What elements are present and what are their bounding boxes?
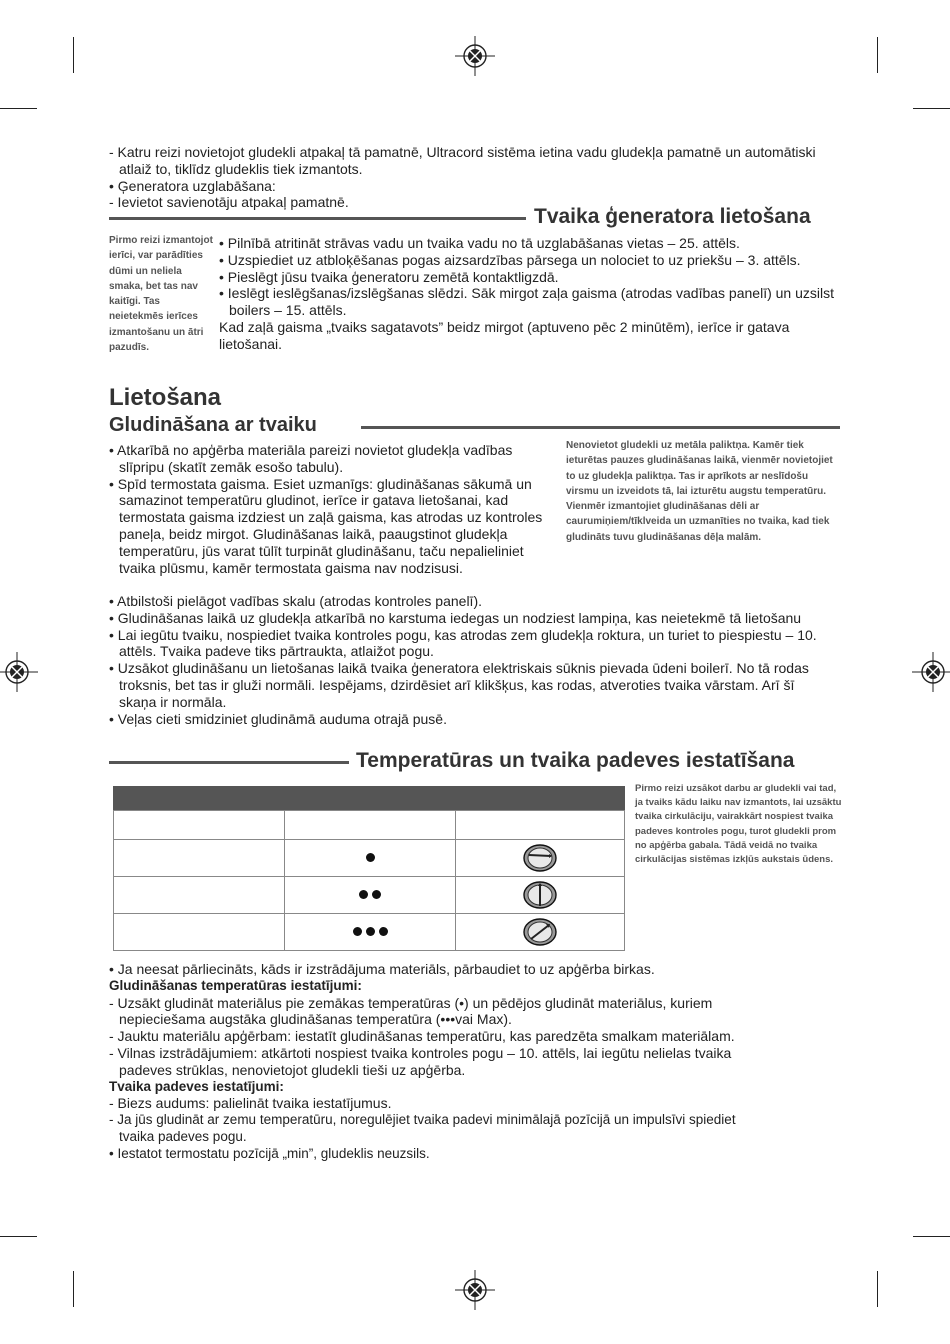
list-item: • Lai iegūtu tvaiku, nospiediet tvaika kontroles pogu, kas atrodas zem gludekļa roktura, un turiet to piespiestu – 10. attēls. Tvaika padeve tiks pārtraukta, atlaižot pogu. (109, 626, 817, 660)
section-rule (109, 217, 526, 220)
usage-list-wide (109, 593, 834, 727)
temperature-dot-icon (366, 853, 375, 862)
temperature-dot-icon (379, 927, 388, 936)
list-item: • Spīd termostata gaisma. Esiet uzmanīgs: gludināšanas sākumā un samazinot temperatūru gludinot, ierīce ir gatava lietošanai, kad termostata gaisma izdziest un zaļā gaisma, kas atrodas uz kontroles paneļa, beidz mirgot. Gludināšanas laikā, paaugstinot gludekļa temperatūru, jūs varat tūlīt turpināt gludināšanu, taču nepalieliniet tvaika plūsmu, kamēr termostata gaisma nav nodzisusi. (109, 475, 543, 576)
temperature-dot-icon (359, 890, 368, 899)
intro-line: • Ģeneratora uzglabāšana: (109, 177, 276, 194)
knob-low-icon (522, 843, 558, 873)
temperature-dot-icon (353, 927, 362, 936)
list-item: • Pieslēgt jūsu tvaika ģeneratoru zemētā kontaktligzdā. (219, 268, 559, 285)
table-row (114, 914, 625, 951)
settings-line: - Jauktu materiālu apģērbam: iestatīt gludināšanas temperatūru, kas paredzēta smalkam materiālam. (109, 1028, 735, 1045)
steam-use-closing: Kad zaļā gaisma „tvaiks sagatavots” beidz mirgot (aptuveno pēc 2 minūtēm), ierīce ir gatava lietošanai. (219, 318, 790, 352)
section-rule (109, 761, 349, 764)
section-heading-settings: Temperatūras un tvaika padeves iestatīšana (356, 749, 795, 772)
page-title: Lietošana (109, 384, 222, 411)
settings-text (109, 961, 749, 1163)
section-heading-steam-use: Tvaika ģeneratora lietošana (534, 205, 811, 228)
settings-line: • Ja neesat pārliecināts, kāds ir izstrādājuma materiāls, pārbaudiet to uz apģērba birkas. (109, 961, 655, 977)
list-item: • Ieslēgt ieslēgšanas/izslēgšanas slēdzi. Sāk mirgot zaļa gaisma (atrodas vadības panelī) un uzsilst boilers – 15. attēls. (219, 285, 834, 319)
table-row (114, 811, 625, 840)
registration-mark-icon (455, 36, 495, 76)
list-item: • Atkarībā no apģērba materiāla pareizi novietot gludekļa vadības slīpripu (skatīt zemāk esošo tabulu). (109, 442, 513, 475)
intro-block (109, 144, 829, 211)
intro-line: - Katru reizi novietojot gludekli atpakaļ tā pamatnē, Ultracord sistēma ietina vadu gludekļa pamatnē un automātiski atlaiž to, tiklīdz gludeklis tiek izmantots. (109, 144, 816, 177)
settings-line: - Ja jūs gludināt ar zemu temperatūru, noregulējiet tvaika padevi minimālajā pozīcijā un impulsīvi spiediet tvaika padeves pogu. (109, 1112, 736, 1144)
knob-mid-icon (522, 880, 558, 910)
side-note-iron-rest: Nenovietot gludekli uz metāla paliktņa. Kamēr tiek ieturētas pauzes gludināšanas laikā, vienmēr novietojiet to uz gludekļa paliktņa. Tas ir aprīkots ar neslīdošu virsmu un izveidots tā, lai izturētu augstu temperatūru. Vienmēr izmantojiet gludināšanas dēli ar caurumiņiem/tīklveida un uzmanīties no tvaika, kad tiek gludināts tuvu gludināšanas dēļa malām. (566, 440, 833, 543)
settings-table-header (113, 786, 625, 810)
registration-mark-icon (455, 1270, 495, 1310)
list-item: • Veļas cieti smidziniet gludināmā auduma otrajā pusē. (109, 710, 447, 727)
list-item: • Pilnībā atritināt strāvas vadu un tvaika vadu no tā uzglabāšanas vietas – 25. attēls. (219, 235, 740, 251)
side-note-first-use: Pirmo reizi izmantojot ierīci, var parādīties dūmi un neliela smaka, bet tas nav kaitīgi. Tas neietekmēs ierīces izmantošanu un ātri pazudīs. (109, 235, 213, 354)
usage-list-narrow (109, 442, 555, 576)
settings-table (113, 810, 625, 951)
intro-line: - Ievietot savienotāju atpakaļ pamatnē. (109, 194, 349, 211)
registration-mark-icon (0, 652, 38, 692)
section-rule (361, 426, 840, 429)
settings-line: - Vilnas izstrādājumiem: atkārtoti nospiest tvaika kontroles pogu – 10. attēls, lai iegūtu nelielas tvaika padeves strūklas, nenovietojot gludekli tieši uz apģērba. (109, 1044, 732, 1078)
settings-subheading: Gludināšanas temperatūras iestatījumi: (109, 977, 362, 993)
section-heading-steam-ironing: Gludināšana ar tvaiku (109, 414, 317, 436)
temperature-dot-icon (366, 927, 375, 936)
settings-line: - Biezs audums: palielināt tvaika iestatījumus. (109, 1095, 392, 1112)
steam-use-list (219, 235, 839, 353)
registration-mark-icon (912, 652, 950, 692)
list-item: • Uzspiediet uz atbloķēšanas pogas aizsardzības pārsega un nolociet to uz priekšu – 3. attēls. (219, 251, 801, 268)
temperature-dot-icon (372, 890, 381, 899)
table-row (114, 877, 625, 914)
settings-line: - Uzsākt gludināt materiālus pie zemākas temperatūras (•) un pēdējos gludināt materiālus, kuriem nepieciešama augstāka gludināšanas temperatūra (•••vai Max). (109, 994, 713, 1028)
knob-high-icon (522, 917, 558, 947)
list-item: • Atbilstoši pielāgot vadības skalu (atrodas kontroles panelī). (109, 593, 482, 609)
settings-subheading: Tvaika padeves iestatījumi: (109, 1078, 284, 1094)
list-item: • Gludināšanas laikā uz gludekļa atkarībā no karstuma iedegas un nodziest lampiņa, kas neietekmē tā lietošanu (109, 609, 802, 626)
side-note-steam-circulation: Pirmo reizi uzsākot darbu ar gludekli vai tad, ja tvaiks kādu laiku nav izmantots, lai uzsāktu tvaika cirkulāciju, vairakkārt nospiest tvaika padeves kontroles pogu, turot gludekli prom no apģērba gabala. Tādā veidā no tvaika cirkulācijas sistēmas izkļūs aukstais ūdens. (635, 783, 842, 866)
list-item: • Uzsākot gludināšanu un lietošanas laikā tvaika ģeneratora elektriskais sūknis pievada ūdeni boilerī. No tā rodas troksnis, bet tas ir gluži normāli. Iespējams, dzirdēsiet arī klikšķus, kas rodas, atveroties tvaika vārstam. Arī šī skaņa ir normāla. (109, 660, 809, 710)
table-row (114, 840, 625, 877)
settings-line: • Iestatot termostatu pozīcijā „min”, gludeklis neuzsils. (109, 1145, 430, 1161)
